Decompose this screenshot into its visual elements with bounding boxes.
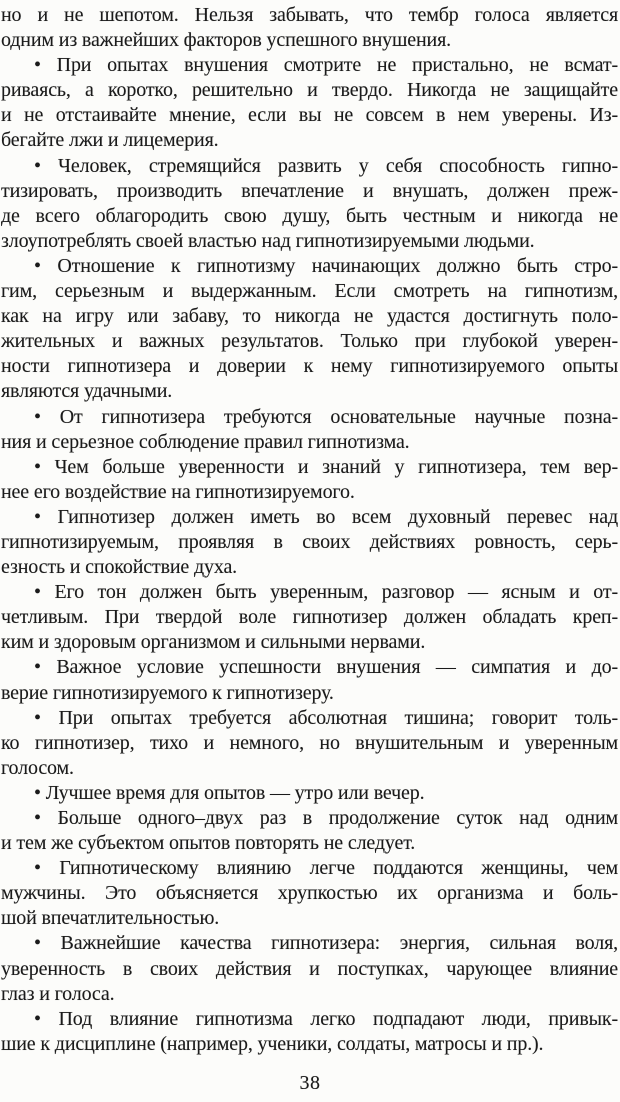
text-line: гипнотизируемым, проявляя в своих действиях ровность, серь-: [1, 530, 618, 553]
paragraph: [1, 154, 618, 254]
paragraph: [1, 405, 618, 455]
text-line: • Человек, стремящийся развить у себя способность гипно-: [34, 154, 618, 177]
paragraph: [1, 53, 618, 153]
text-line: • Его тон должен быть уверенным, разговор — ясным и от-: [34, 581, 618, 604]
text-line: • При опытах требуется абсолютная тишина; говорит толь-: [34, 706, 618, 729]
paragraph: [1, 3, 618, 53]
text-line: де всего облагородить свою душу, быть честным и никогда не: [1, 204, 618, 227]
text-line: • Важнейшие качества гипнотизера: энергия, сильная воля,: [34, 932, 618, 955]
text-line: • Отношение к гипнотизму начинающих должно быть стро-: [34, 254, 618, 277]
text-line: • Чем больше уверенности и знаний у гипнотизера, тем вер-: [34, 455, 618, 478]
paragraph: [1, 1007, 618, 1057]
text-line: езность и спокойствие духа.: [1, 556, 238, 579]
text-line: ния и серьезное соблюдение правил гипнотизма.: [1, 430, 410, 453]
text-line: • Гипнотизер должен иметь во всем духовный перевес над: [34, 505, 618, 528]
text-line: нее его воздействие на гипнотизируемого.: [1, 480, 355, 503]
text-line: как на игру или забаву, то никогда не удастся достигнуть поло-: [1, 305, 618, 328]
text-line: глаз и голоса.: [1, 982, 115, 1005]
paragraph: [1, 781, 618, 806]
paragraph: [1, 580, 618, 655]
text-line: жительных и важных результатов. Только при глубокой уверен-: [1, 330, 618, 353]
text-line: • Больше одного–двух раз в продолжение суток над одним: [34, 807, 618, 829]
text-line: • Лучшее время для опытов — утро или вечер.: [34, 781, 425, 804]
text-line: четливым. При твердой воле гипнотизер должен обладать креп-: [1, 606, 618, 629]
paragraph: [1, 806, 618, 856]
paragraph: [1, 505, 618, 580]
paragraph: [1, 706, 618, 781]
text-line: уверенность в своих действия и поступках, чарующее влияние: [1, 957, 618, 980]
text-line: одним из важнейших факторов успешного внушения.: [1, 29, 451, 52]
paragraph: [1, 931, 618, 1006]
text-line: гим, серьезным и выдержанным. Если смотреть на гипнотизм,: [1, 280, 618, 303]
text-line: • Гипнотическому влиянию легче поддаются женщины, чем: [34, 857, 618, 880]
text-line: бегайте лжи и лицемерия.: [1, 129, 219, 152]
text-line: шой впечатлительностью.: [1, 907, 220, 930]
text-line: ким и здоровым организмом и сильными нервами.: [1, 631, 426, 654]
text-line: верие гипнотизируемого к гипнотизеру.: [1, 681, 334, 704]
text-line: являются удачными.: [1, 380, 173, 403]
paragraph: [1, 655, 618, 705]
text-line: шие к дисциплине (например, ученики, солдаты, матросы и пр.).: [1, 1032, 544, 1055]
paragraph: [1, 856, 618, 931]
text-line: • При опытах внушения смотрите не пристально, не всмат-: [34, 54, 618, 77]
text-line: мужчины. Это объясняется хрупкостью их организма и боль-: [1, 882, 618, 905]
text-line: но и не шепотом. Нельзя забывать, что тембр голоса является: [1, 4, 618, 26]
text-line: тизировать, производить впечатление и внушать, должен преж-: [1, 179, 618, 202]
paragraph: [1, 455, 618, 505]
text-line: злоупотреблять своей властью над гипнотизируемыми людьми.: [1, 229, 535, 252]
text-line: • От гипнотизера требуются основательные научные позна-: [34, 405, 618, 428]
text-line: голосом.: [1, 756, 74, 779]
text-line: риваясь, а коротко, решительно и твердо. Никогда не защищайте: [1, 79, 618, 102]
paragraph: [1, 254, 618, 405]
page-number: 38: [299, 1072, 321, 1094]
text-line: ко гипнотизер, тихо и немного, но внушительным и уверенным: [1, 731, 618, 754]
text-line: ности гипнотизера и доверии к нему гипнотизируемого опыты: [1, 355, 618, 378]
text-line: • Важное условие успешности внушения — симпатия и до-: [34, 656, 618, 679]
text-line: • Под влияние гипнотизма легко подпадают люди, привык-: [34, 1007, 618, 1030]
text-line: и тем же субъектом опытов повторять не следует.: [1, 832, 416, 855]
text-line: и не отстаивайте мнение, если вы не совсем в нем уверены. Из-: [1, 104, 618, 127]
